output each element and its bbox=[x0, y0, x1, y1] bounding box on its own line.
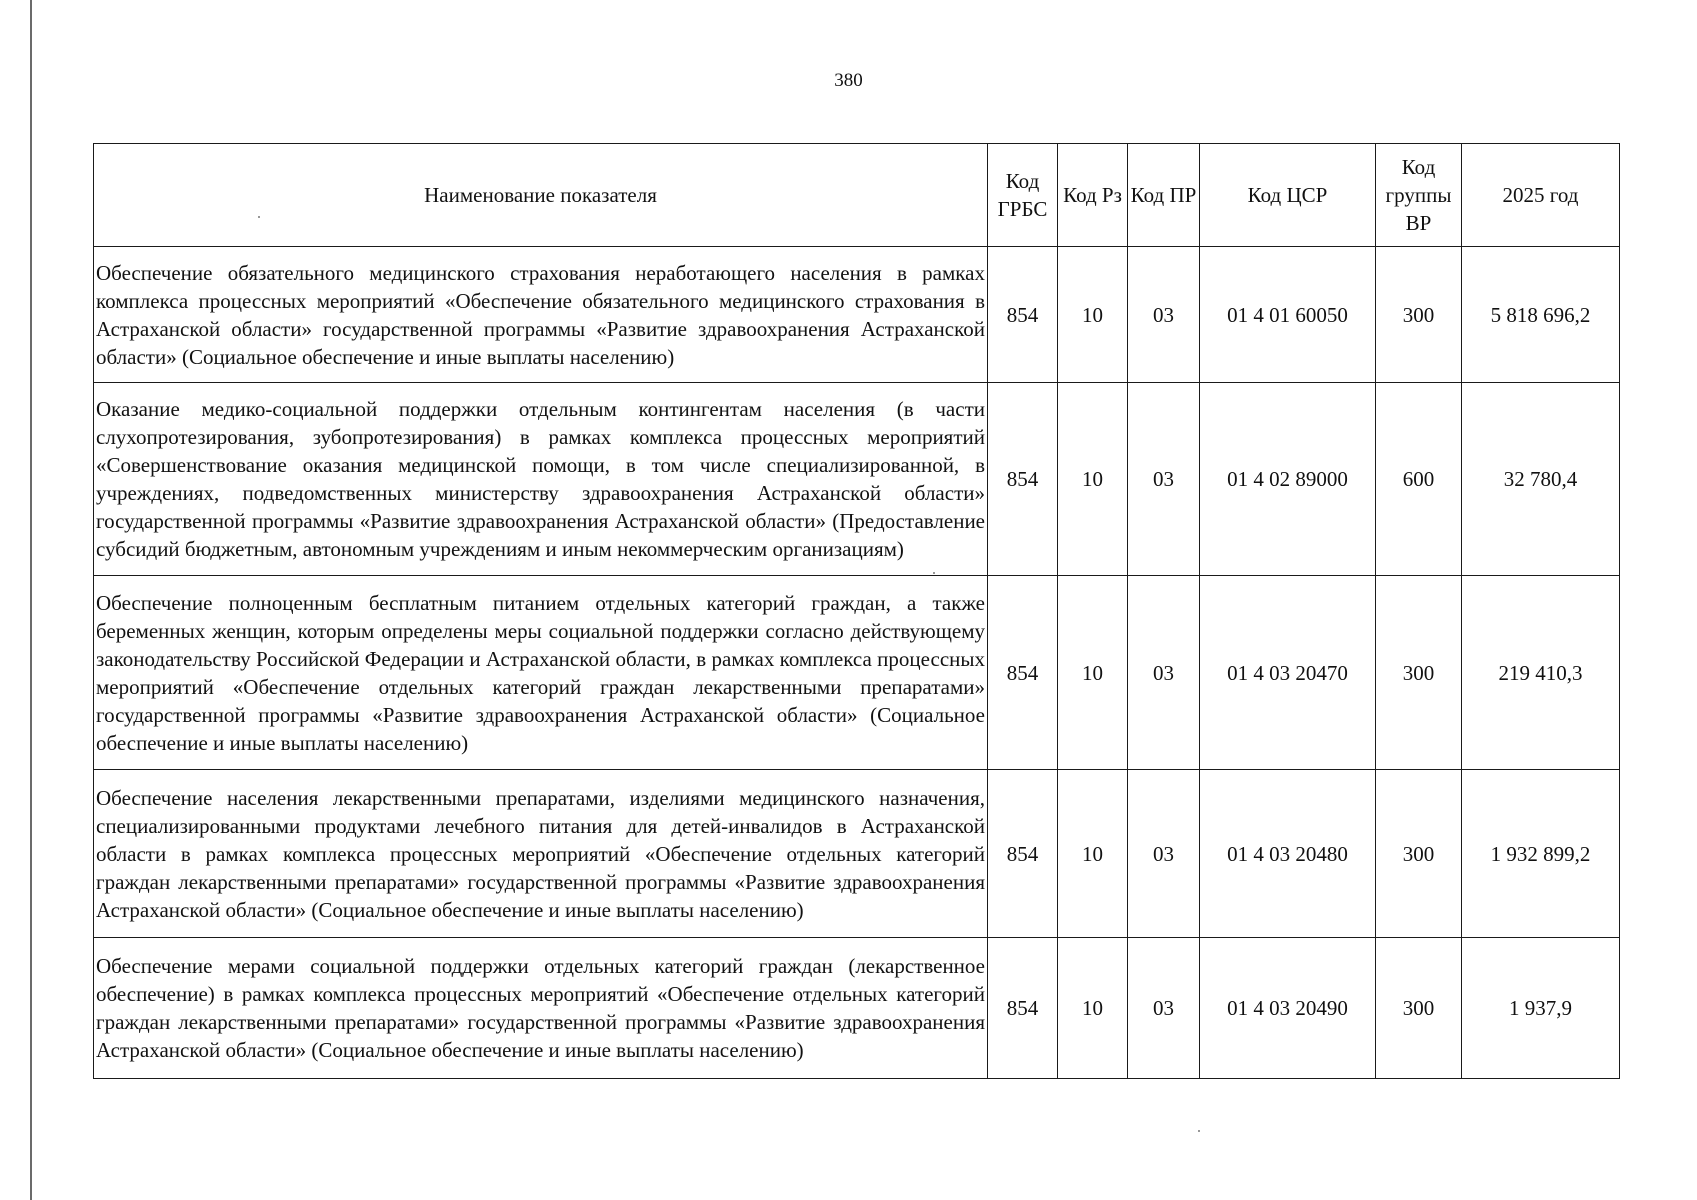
row-grbs: 854 bbox=[988, 576, 1058, 770]
row-grbs: 854 bbox=[988, 770, 1058, 938]
row-name: Обеспечение обязательного медицинского страхования неработающего населения в рамках комплекса процессных мероприятий «Обеспечение обязательного медицинского страхования в Астраханской области» государственной программы «Развитие здравоохранения Астраханской области» (Социальное обеспечение и иные выплаты населению) bbox=[94, 247, 988, 383]
row-vr: 600 bbox=[1376, 383, 1462, 576]
table-row bbox=[94, 770, 1620, 938]
row-pr: 03 bbox=[1128, 576, 1200, 770]
row-value: 5 818 696,2 bbox=[1462, 247, 1620, 383]
row-csr: 01 4 03 20490 bbox=[1200, 938, 1376, 1079]
row-grbs: 854 bbox=[988, 938, 1058, 1079]
row-rz: 10 bbox=[1058, 247, 1128, 383]
row-value: 219 410,3 bbox=[1462, 576, 1620, 770]
row-rz: 10 bbox=[1058, 938, 1128, 1079]
header-csr: Код ЦСР bbox=[1200, 144, 1376, 247]
row-vr: 300 bbox=[1376, 770, 1462, 938]
table-header bbox=[94, 144, 1620, 247]
row-csr: 01 4 01 60050 bbox=[1200, 247, 1376, 383]
row-pr: 03 bbox=[1128, 938, 1200, 1079]
header-name: Наименование показателя bbox=[94, 144, 988, 247]
row-grbs: 854 bbox=[988, 383, 1058, 576]
scan-left-edge bbox=[30, 0, 32, 1200]
table-row bbox=[94, 938, 1620, 1079]
row-csr: 01 4 03 20480 bbox=[1200, 770, 1376, 938]
row-pr: 03 bbox=[1128, 247, 1200, 383]
page-number: 380 bbox=[834, 70, 863, 91]
header-vr: Код группы ВР bbox=[1376, 144, 1462, 247]
header-row bbox=[94, 144, 1620, 247]
row-pr: 03 bbox=[1128, 770, 1200, 938]
row-rz: 10 bbox=[1058, 383, 1128, 576]
table-row bbox=[94, 383, 1620, 576]
row-vr: 300 bbox=[1376, 576, 1462, 770]
row-name: Оказание медико-социальной поддержки отдельным контингентам населения (в части слухопротезирования, зубопротезирования) в рамках комплекса процессных мероприятий «Совершенствование оказания медицинской помощи, в том числе специализированной, в учреждениях, подведомственных министерству здравоохранения Астраханской области» государственной программы «Развитие здравоохранения Астраханской области» (Предоставление субсидий бюджетным, автономным учреждениям и иным некоммерческим организациям) bbox=[94, 383, 988, 576]
header-pr: Код ПР bbox=[1128, 144, 1200, 247]
row-name: Обеспечение мерами социальной поддержки отдельных категорий граждан (лекарственное обеспечение) в рамках комплекса процессных мероприятий «Обеспечение отдельных категорий граждан лекарственными препаратами» государственной программы «Развитие здравоохранения Астраханской области» (Социальное обеспечение и иные выплаты населению) bbox=[94, 938, 988, 1079]
scan-speck bbox=[933, 572, 935, 574]
row-vr: 300 bbox=[1376, 938, 1462, 1079]
scan-speck bbox=[258, 216, 260, 218]
table-row bbox=[94, 576, 1620, 770]
row-value: 1 937,9 bbox=[1462, 938, 1620, 1079]
row-csr: 01 4 03 20470 bbox=[1200, 576, 1376, 770]
row-grbs: 854 bbox=[988, 247, 1058, 383]
row-rz: 10 bbox=[1058, 770, 1128, 938]
scan-speck bbox=[1198, 1130, 1200, 1132]
header-grbs: Код ГРБС bbox=[988, 144, 1058, 247]
row-pr: 03 bbox=[1128, 383, 1200, 576]
row-name: Обеспечение полноценным бесплатным питанием отдельных категорий граждан, а также беременных женщин, которым определены меры социальной поддержки согласно действующему законодательству Российской Федерации и Астраханской области, в рамках комплекса процессных мероприятий «Обеспечение отдельных категорий граждан лекарственными препаратами» государственной программы «Развитие здравоохранения Астраханской области» (Социальное обеспечение и иные выплаты населению) bbox=[94, 576, 988, 770]
row-vr: 300 bbox=[1376, 247, 1462, 383]
header-year: 2025 год bbox=[1462, 144, 1620, 247]
row-value: 32 780,4 bbox=[1462, 383, 1620, 576]
row-csr: 01 4 02 89000 bbox=[1200, 383, 1376, 576]
budget-table bbox=[93, 143, 1620, 1079]
row-name: Обеспечение населения лекарственными препаратами, изделиями медицинского назначения, специализированными продуктами лечебного питания для детей-инвалидов в Астраханской области в рамках комплекса процессных мероприятий «Обеспечение отдельных категорий граждан лекарственными препаратами» государственной программы «Развитие здравоохранения Астраханской области» (Социальное обеспечение и иные выплаты населению) bbox=[94, 770, 988, 938]
row-value: 1 932 899,2 bbox=[1462, 770, 1620, 938]
row-rz: 10 bbox=[1058, 576, 1128, 770]
table-row bbox=[94, 247, 1620, 383]
header-rz: Код Рз bbox=[1058, 144, 1128, 247]
table-body bbox=[94, 247, 1620, 1079]
